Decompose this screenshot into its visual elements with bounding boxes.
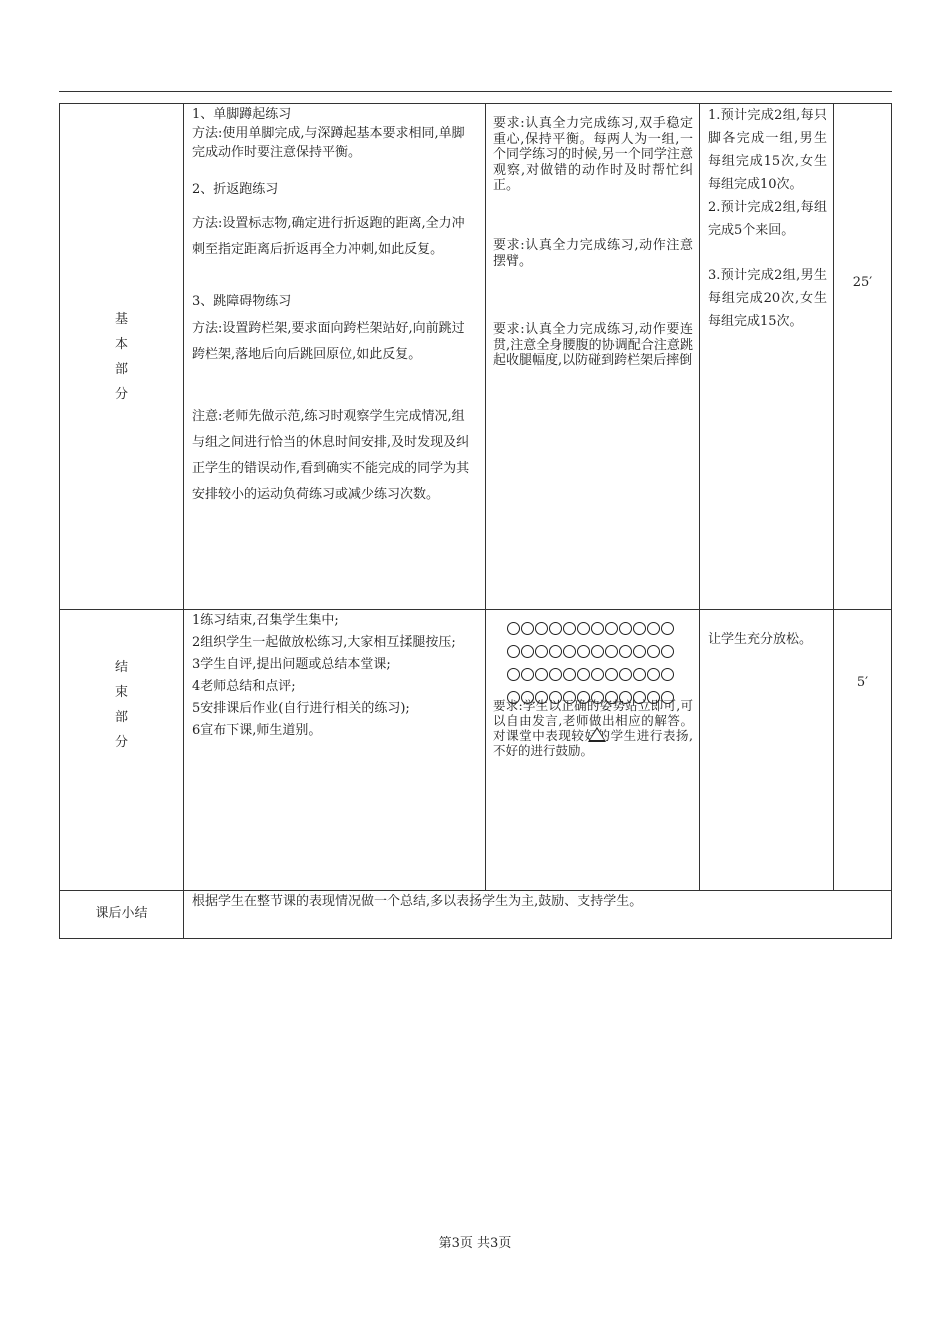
ending-step: 4老师总结和点评; [192,679,296,694]
basic-label-char: 基 [114,311,128,327]
ending-label-char: 部 [114,710,128,725]
page-number: 第3页 共3页 [438,1236,512,1251]
item3-title: 3、跳障碍物练习 [192,294,292,310]
student-circle-icon [549,691,562,704]
ending-load-cell [700,610,834,891]
teacher-triangle-icon [588,727,606,742]
student-circle-icon [521,645,534,658]
summary-row [60,891,892,939]
basic-section-label [60,104,184,610]
lesson-plan-table [59,103,892,939]
ending-time: 5′ [856,675,869,690]
basic-time-cell [834,104,892,610]
load-3: 3.预计完成2组,男生每组完成20次,女生每组完成15次。 [708,268,827,329]
student-circle-icon [549,645,562,658]
student-circle-icon [619,645,632,658]
basic-label-char: 本 [114,336,128,352]
student-circle-icon [619,622,632,635]
student-circle-icon [633,691,646,704]
student-row [507,668,675,681]
ending-label-char: 分 [114,735,128,750]
student-circle-icon [605,668,618,681]
ending-label-char: 束 [114,685,128,700]
ending-section-row [60,610,892,891]
ending-step: 6宣布下课,师生道别。 [192,723,322,738]
basic-label-char: 部 [114,361,128,377]
student-circle-icon [647,645,660,658]
basic-time: 25′ [852,275,873,290]
ending-steps-cell [184,610,486,891]
student-circle-icon [535,622,548,635]
student-circle-icon [507,668,520,681]
basic-section-row [60,104,892,610]
basic-content-cell [184,104,486,610]
student-circle-icon [605,645,618,658]
item2-title: 2、折返跑练习 [192,181,279,197]
load-2: 2.预计完成2组,每组完成5个来回。 [708,200,827,238]
student-circle-icon [521,622,534,635]
student-circle-icon [619,691,632,704]
student-circle-icon [563,668,576,681]
summary-text: 根据学生在整节课的表现情况做一个总结,多以表扬学生为主,鼓励、支持学生。 [184,891,892,939]
item1-title: 1、单脚蹲起练习 [192,107,292,122]
requirement-1: 要求:认真全力完成练习,双手稳定重心,保持平衡。每两人为一组,一个同学练习的时候,另一个同学注意观察,对做错的动作时及时帮忙纠正。 [493,116,693,194]
student-circle-icon [549,622,562,635]
student-circle-icon [535,691,548,704]
student-circle-icon [661,622,674,635]
student-circle-icon [507,691,520,704]
student-circle-icon [633,622,646,635]
student-row [507,645,675,658]
student-circle-icon [535,668,548,681]
student-circle-icon [591,645,604,658]
formation-cell [486,610,700,891]
student-row [507,691,675,704]
student-circle-icon [619,668,632,681]
student-circle-icon [507,645,520,658]
item1-method: 方法:使用单脚完成,与深蹲起基本要求相同,单脚完成动作时要注意保持平衡。 [192,125,465,160]
student-circle-icon [507,622,520,635]
student-circle-icon [563,645,576,658]
student-circle-icon [661,691,674,704]
item3-method: 方法:设置跨栏架,要求面向跨栏架站好,向前跳过跨栏架,落地后向后跳回原位,如此反复。 [192,321,465,363]
ending-step: 5安排课后作业(自行进行相关的练习); [192,701,410,716]
formation-requirement: 要求:学生以正确的姿势站立即可,可以自由发言,老师做出相应的解答。对课堂中表现较好的学生进行表扬,不好的进行鼓励。 [493,698,693,758]
student-circle-icon [577,622,590,635]
requirement-3: 要求:认真全力完成练习,动作要连贯,注意全身腰腹的协调配合注意跳起收腿幅度,以防碰到跨栏架后摔倒 [493,322,693,369]
student-circle-icon [647,622,660,635]
student-circle-icon [535,645,548,658]
student-circle-icon [577,645,590,658]
student-circle-icon [577,668,590,681]
formation-diagram [493,622,693,706]
load-1: 1.预计完成2组,每只脚各完成一组,男生每组完成15次,女生每组完成10次。 [708,108,827,192]
student-circle-icon [563,691,576,704]
teacher-note: 注意:老师先做示范,练习时观察学生完成情况,组与组之间进行恰当的休息时间安排,及时发现及纠正学生的错误动作,看到确实不能完成的同学为其安排较小的运动负荷练习或减少练习次数。 [192,409,470,503]
student-circle-icon [661,668,674,681]
ending-time-cell [834,610,892,891]
student-circle-icon [647,691,660,704]
student-circle-icon [647,668,660,681]
ending-step: 3学生自评,提出问题或总结本堂课; [192,657,391,672]
ending-section-label [60,610,184,891]
student-circle-icon [591,691,604,704]
student-circle-icon [633,668,646,681]
header-rule [59,91,892,92]
student-circle-icon [521,691,534,704]
basic-requirements-cell [486,104,700,610]
student-circle-icon [605,691,618,704]
ending-step: 2组织学生一起做放松练习,大家相互揉腿按压; [192,635,456,650]
requirement-2: 要求:认真全力完成练习,动作注意摆臂。 [493,237,693,269]
item2-method: 方法:设置标志物,确定进行折返跑的距离,全力冲刺至指定距离后折返再全力冲刺,如此反复。 [192,216,465,258]
student-circle-icon [605,622,618,635]
student-row [507,622,675,635]
ending-step: 1练习结束,召集学生集中; [192,613,339,628]
student-circle-icon [591,622,604,635]
basic-load-cell [700,104,834,610]
student-circle-icon [661,645,674,658]
student-circle-icon [549,668,562,681]
student-circle-icon [563,622,576,635]
student-circle-icon [591,668,604,681]
student-circle-icon [633,645,646,658]
student-circle-icon [521,668,534,681]
basic-label-char: 分 [114,386,128,402]
ending-label-char: 结 [114,660,128,675]
ending-load: 让学生充分放松。 [708,632,813,647]
summary-label: 课后小结 [60,891,184,939]
student-circle-icon [577,691,590,704]
